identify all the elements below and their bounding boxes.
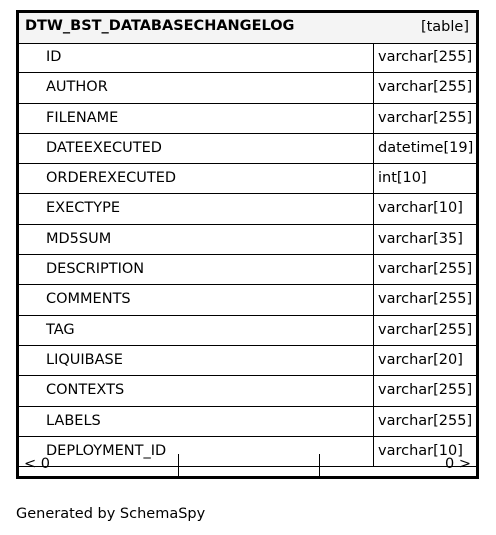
parents-count: < 0 bbox=[24, 456, 50, 472]
column-name: ORDEREXECUTED bbox=[46, 170, 177, 187]
footer-divider bbox=[319, 454, 320, 476]
column-type-cell bbox=[373, 376, 476, 405]
column-type: varchar[255] bbox=[378, 261, 473, 278]
column-name: LABELS bbox=[46, 412, 101, 429]
table-footer bbox=[19, 454, 476, 476]
column-type: varchar[255] bbox=[378, 382, 473, 399]
column-type: varchar[255] bbox=[378, 79, 473, 96]
column-row bbox=[19, 285, 476, 315]
column-type: int[10] bbox=[378, 170, 427, 187]
column-type-cell bbox=[373, 346, 476, 375]
column-type: varchar[255] bbox=[378, 49, 473, 65]
column-row bbox=[19, 43, 476, 73]
column-row bbox=[19, 134, 476, 164]
column-type: varchar[35] bbox=[378, 230, 463, 247]
column-type-cell bbox=[373, 134, 476, 163]
column-name: AUTHOR bbox=[46, 79, 108, 96]
column-row bbox=[19, 376, 476, 406]
column-type: varchar[255] bbox=[378, 321, 473, 338]
table-node bbox=[16, 10, 479, 479]
column-type-cell bbox=[373, 316, 476, 345]
children-count: 0 > bbox=[445, 456, 471, 472]
column-type-cell bbox=[373, 164, 476, 193]
column-name: LIQUIBASE bbox=[46, 351, 123, 368]
column-type-cell bbox=[373, 255, 476, 284]
column-row bbox=[19, 316, 476, 346]
column-type: varchar[10] bbox=[378, 200, 463, 217]
column-name: FILENAME bbox=[46, 109, 119, 126]
column-row bbox=[19, 346, 476, 376]
column-name: DEPLOYMENT_ID bbox=[46, 442, 167, 459]
column-name: DESCRIPTION bbox=[46, 261, 145, 278]
column-type: varchar[255] bbox=[378, 109, 473, 126]
column-row bbox=[19, 73, 476, 103]
column-type: varchar[20] bbox=[378, 351, 463, 368]
column-row bbox=[19, 407, 476, 437]
column-type-cell bbox=[373, 285, 476, 314]
column-name: ID bbox=[46, 49, 62, 65]
column-row bbox=[19, 104, 476, 134]
column-list bbox=[19, 43, 476, 467]
table-header bbox=[19, 13, 476, 44]
column-name: MD5SUM bbox=[46, 230, 112, 247]
generated-by-label: Generated by SchemaSpy bbox=[16, 506, 206, 522]
column-type-cell bbox=[373, 225, 476, 254]
column-type: datetime[19] bbox=[378, 139, 474, 156]
column-type-cell bbox=[373, 194, 476, 223]
footer-divider bbox=[178, 454, 179, 476]
column-name: CONTEXTS bbox=[46, 382, 125, 399]
column-row bbox=[19, 194, 476, 224]
table-name: DTW_BST_DATABASECHANGELOG bbox=[25, 18, 295, 34]
column-type-cell bbox=[373, 43, 476, 72]
column-name: EXECTYPE bbox=[46, 200, 121, 217]
column-row bbox=[19, 225, 476, 255]
column-row bbox=[19, 255, 476, 285]
column-name: TAG bbox=[46, 321, 75, 338]
column-type: varchar[10] bbox=[378, 442, 463, 459]
column-type-cell bbox=[373, 104, 476, 133]
column-name: DATEEXECUTED bbox=[46, 139, 162, 156]
column-type: varchar[255] bbox=[378, 412, 473, 429]
table-kind: [table] bbox=[420, 19, 469, 35]
column-type: varchar[255] bbox=[378, 291, 473, 308]
column-name: COMMENTS bbox=[46, 291, 131, 308]
column-type-cell bbox=[373, 73, 476, 102]
column-row bbox=[19, 164, 476, 194]
column-type-cell bbox=[373, 407, 476, 436]
